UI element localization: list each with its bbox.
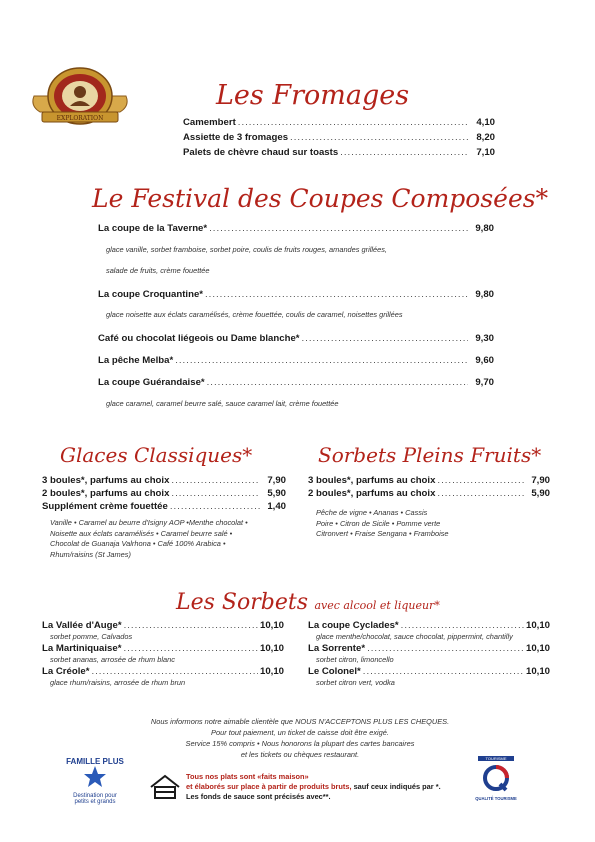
sorbet-alcool-description: sorbet citron vert, vodka — [316, 678, 395, 687]
glace-row — [42, 501, 286, 512]
dot-leader — [238, 117, 469, 128]
dot-leader — [205, 289, 468, 300]
coupes-title: Le Festival des Coupes Composées* — [92, 184, 549, 213]
coupe-row — [98, 377, 494, 388]
coupe-row — [98, 333, 494, 344]
sorbet-alcool-row — [42, 620, 284, 631]
item-price: 10,10 — [259, 643, 284, 654]
item-name: La Créole* — [42, 666, 90, 677]
fromage-row — [183, 132, 495, 143]
fromages-title: Les Fromages — [216, 80, 410, 111]
coupe-description: glace noisette aux éclats caramélisés, crème fouettée, coulis de caramel, noisettes grillées — [106, 310, 403, 319]
item-price: 5,90 — [531, 488, 550, 499]
dot-leader — [340, 147, 469, 158]
famille-plus-icon — [60, 752, 130, 788]
coupe-description: glace caramel, caramel beurre salé, sauce caramel lait, crème fouettée — [106, 399, 339, 408]
footer-notice — [120, 716, 480, 760]
item-name: Assiette de 3 fromages — [183, 132, 289, 143]
item-name: 2 boules*, parfums au choix — [42, 488, 170, 499]
item-price: 10,10 — [259, 666, 284, 677]
famille-caption-1: Destination pour — [73, 793, 117, 799]
item-price: 10,10 — [525, 643, 550, 654]
sorbet-alcool-description: glace menthe/chocolat, sauce chocolat, pippermint, chantilly — [316, 632, 513, 641]
famille-plus-logo — [60, 752, 130, 808]
dot-leader — [437, 475, 524, 486]
sorbets-alcool-subtitle: avec alcool et liqueur* — [314, 599, 440, 612]
item-name: La coupe de la Taverne* — [98, 223, 208, 234]
item-price: 9,80 — [475, 223, 494, 234]
coupe-row — [98, 223, 494, 234]
glace-row — [42, 475, 286, 486]
item-name: Camembert — [183, 117, 236, 128]
sorbets-alcool-title: Les Sorbets — [176, 590, 308, 615]
glace-flavor-line: Noisette aux éclats caramélisés • Caramel beurre salé • — [50, 528, 233, 538]
dot-leader — [363, 666, 524, 677]
qualite-label-text: QUALITÉ TOURISME — [475, 796, 517, 801]
dot-leader — [207, 377, 468, 388]
glace-flavor-line: Rhum/raisins (St James) — [50, 549, 131, 559]
coupe-row — [98, 355, 494, 366]
dot-leader — [367, 643, 524, 654]
sorbet-alcool-row — [308, 643, 550, 654]
sorbets-fruits-title: Sorbets Pleins Fruits* — [318, 443, 542, 467]
sorbet-flavor-line: Citronvert • Fraise Sengana • Framboise — [316, 529, 449, 538]
notice-line: Service 15% compris • Nous honorons la plupart des cartes bancaires — [185, 739, 415, 748]
sorbet-alcool-description: glace rhum/raisins, arrosée de rhum brun — [50, 678, 186, 687]
fromage-row — [183, 147, 495, 158]
sorbets-alcool-heading — [176, 590, 440, 615]
sorbet-flavor-line: Poire • Citron de Sicile • Pomme verte — [316, 518, 441, 528]
sorbet-flavor-line: Pêche de vigne • Ananas • Cassis — [316, 508, 428, 517]
item-price: 9,80 — [475, 289, 494, 300]
glaces-flavors — [50, 518, 248, 560]
fait-maison-line-1: Tous nos plats sont «faits maison» — [186, 772, 309, 781]
item-price: 7,90 — [267, 475, 286, 486]
sorbet-alcool-description: sorbet citron, limoncello — [316, 655, 394, 664]
item-price: 7,90 — [531, 475, 550, 486]
item-name: La coupe Cyclades* — [308, 620, 399, 631]
sorbet-fruit-row — [308, 488, 550, 499]
glace-flavor-line: Vanille • Caramel au beurre d'Isigny AOP •Menthe chocolat • — [50, 518, 248, 527]
item-name: La Martiniquaise* — [42, 643, 122, 654]
item-name: La coupe Croquantine* — [98, 289, 204, 300]
qualite-top-text: TOURISME — [485, 756, 507, 761]
dot-leader — [290, 132, 469, 143]
item-name: La coupe Guérandaise* — [98, 377, 205, 388]
item-price: 4,10 — [476, 117, 495, 128]
item-price: 10,10 — [259, 620, 284, 631]
item-price: 10,10 — [525, 666, 550, 677]
item-price: 1,40 — [267, 501, 286, 512]
dot-leader — [437, 488, 524, 499]
dot-leader — [175, 355, 468, 366]
dot-leader — [302, 333, 468, 344]
sorbet-alcool-row — [42, 643, 284, 654]
sorbet-alcool-row — [42, 666, 284, 677]
fait-maison-text — [186, 772, 441, 802]
item-name: Supplément crème fouettée — [42, 501, 168, 512]
notice-line: Pour tout paiement, un ticket de caisse doit être exigé. — [211, 728, 389, 737]
fromage-row — [183, 117, 495, 128]
item-name: Café ou chocolat liégeois ou Dame blanche* — [98, 333, 300, 344]
item-name: 2 boules*, parfums au choix — [308, 488, 436, 499]
glaces-title: Glaces Classiques* — [60, 443, 253, 467]
item-name: La Sorrente* — [308, 643, 366, 654]
glace-flavor-line: Chocolat de Guanaja Valrhona • Café 100% Arabica • — [50, 539, 226, 548]
dot-leader — [91, 666, 258, 677]
fait-maison-icon — [148, 774, 182, 800]
item-price: 9,60 — [475, 355, 494, 366]
dot-leader — [124, 620, 258, 631]
dot-leader — [171, 475, 260, 486]
fait-maison-line-2: et élaborés sur place à partir de produits bruts, — [186, 782, 352, 791]
sorbet-alcool-row — [308, 666, 550, 677]
dot-leader — [170, 501, 260, 512]
item-price: 9,70 — [475, 377, 494, 388]
coupe-description: salade de fruits, crème fouettée — [106, 266, 210, 275]
item-name: Palets de chèvre chaud sur toasts — [183, 147, 339, 158]
sorbet-fruit-row — [308, 475, 550, 486]
coupe-description: glace vanille, sorbet framboise, sorbet poire, coulis de fruits rouges, amandes grillées, — [106, 245, 387, 254]
sorbet-alcool-description: sorbet ananas, arrosée de rhum blanc — [50, 655, 175, 664]
notice-line: Nous informons notre aimable clientèle que NOUS N'ACCEPTONS PLUS LES CHEQUES. — [150, 717, 450, 726]
dot-leader — [401, 620, 524, 631]
glace-row — [42, 488, 286, 499]
item-name: La pêche Melba* — [98, 355, 174, 366]
fait-maison-line-2b: sauf ceux indiqués par *. — [351, 782, 441, 791]
item-name: La Vallée d'Auge* — [42, 620, 122, 631]
item-price: 5,90 — [267, 488, 286, 499]
sorbet-alcool-row — [308, 620, 550, 631]
famille-caption-2: petits et grands — [74, 799, 116, 805]
qualite-tourisme-logo — [474, 754, 518, 806]
dot-leader — [171, 488, 260, 499]
item-name: Le Colonel* — [308, 666, 361, 677]
sorbet-alcool-description: sorbet pomme, Calvados — [50, 632, 133, 641]
item-price: 9,30 — [475, 333, 494, 344]
logo-banner-text: EXPLORATION — [56, 115, 104, 122]
dot-leader — [209, 223, 468, 234]
famille-plus-wordmark: FAMILLE PLUS — [66, 757, 124, 766]
item-price: 10,10 — [525, 620, 550, 631]
restaurant-logo — [28, 66, 132, 130]
item-name: 3 boules*, parfums au choix — [42, 475, 170, 486]
notice-line: et les tickets ou chèques restaurant. — [240, 750, 360, 759]
sorbets-fruits-flavors — [316, 508, 449, 540]
item-price: 7,10 — [476, 147, 495, 158]
fait-maison-line-3: Les fonds de sauce sont précisés avec**. — [186, 792, 331, 801]
item-price: 8,20 — [476, 132, 495, 143]
dot-leader — [123, 643, 258, 654]
item-name: 3 boules*, parfums au choix — [308, 475, 436, 486]
coupe-row — [98, 289, 494, 300]
